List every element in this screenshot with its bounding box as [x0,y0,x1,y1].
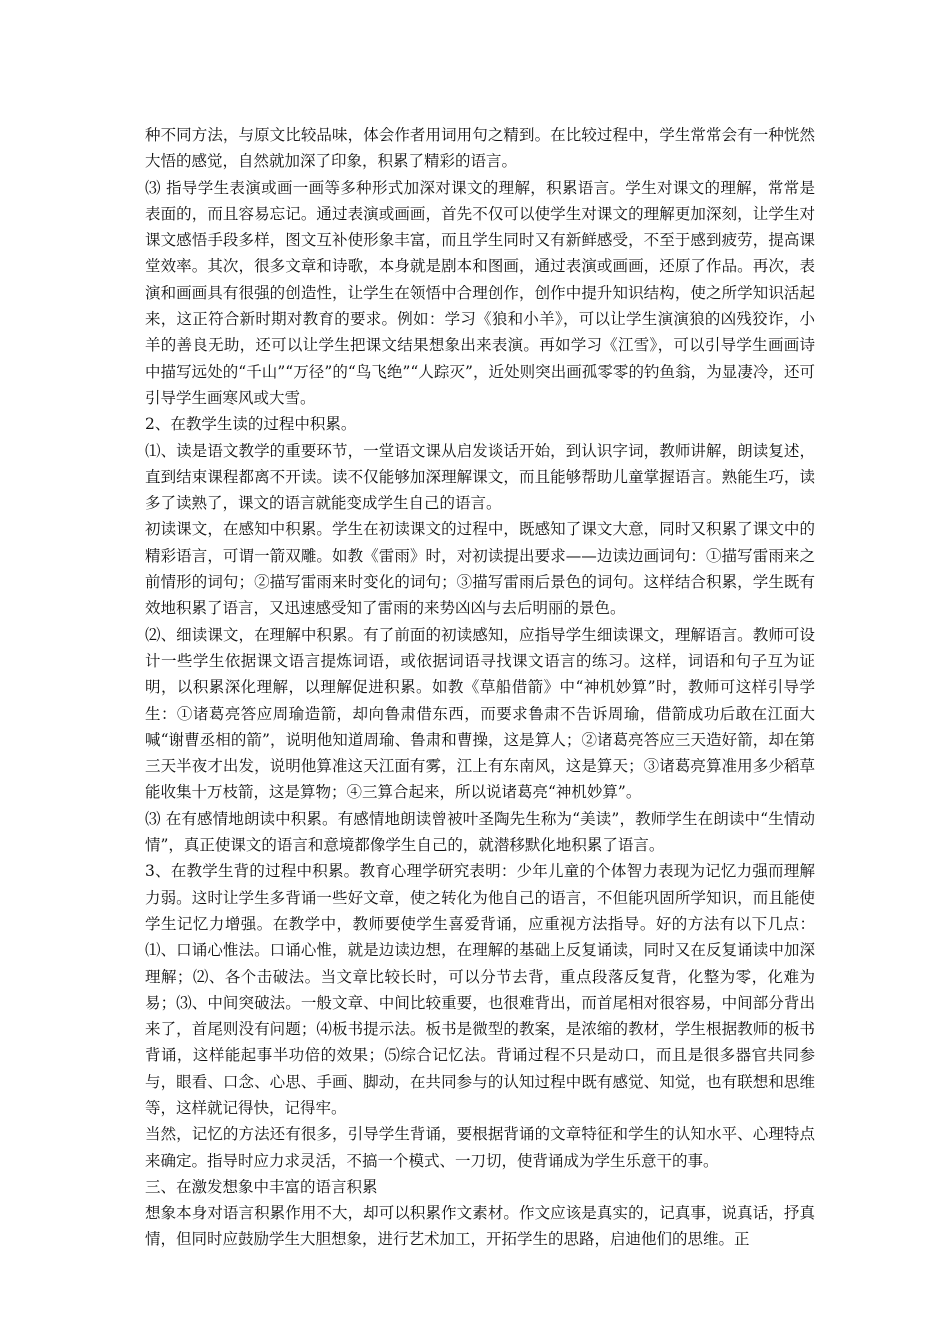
paragraph-first-reading: 初读课文，在感知中积累。学生在初读课文的过程中，既感知了课文大意，同时又积累了课文中的精彩语言，可谓一箭双雕。如教《雷雨》时，对初读提出要求——边读边画词句：①描写雷雨来之前情形的词句；②描写雷雨来时变化的词句；③描写雷雨后景色的词句。这样结合积累，学生既有效地积累了语言，又迅速感受知了雷雨的来势凶凶与去后明丽的景色。 [145,520,815,618]
paragraph-recitation: 3、在教学生背的过程中积累。教育心理学研究表明：少年儿童的个体智力表现为记忆力强而理解力弱。这时让学生多背诵一些好文章，使之转化为他自己的语言，不但能巩固所学知识，而且能使学生记忆力增强。在教学中，教师要使学生喜爱背诵，应重视方法指导。好的方法有以下几点：⑴、口诵心惟法。口诵心惟，就是边读边想，在理解的基础上反复诵读，同时又在反复诵读中加深理解；⑵、各个击破法。当文章比较长时，可以分节去背，重点段落反复背，化整为零，化难为易；⑶、中间突破法。一般文章、中间比较重要，也很难背出，而首尾相对很容易，中间部分背出来了，首尾则没有问题；⑷板书提示法。板书是微型的教案，是浓缩的教材，学生根据教师的板书背诵，这样能起事半功倍的效果；⑸综合记忆法。背诵过程不只是动口，而且是很多器官共同参与，眼看、口念、心思、手画、脚动，在共同参与的认知过程中既有感觉、知觉，也有联想和思维等，这样就记得快，记得牢。 [145,862,815,1117]
paragraph-continuation: 种不同方法，与原文比较品味，体会作者用词用句之精到。在比较过程中，学生常常会有一种恍然大悟的感觉，自然就加深了印象，积累了精彩的语言。 [145,126,815,171]
paragraph-close-reading: ⑵、细读课文，在理解中积累。有了前面的初读感知，应指导学生细读课文，理解语言。教师可设计一些学生依据课文语言提炼词语，或依据词语寻找课文语言的练习。这样，词语和句子互为证明，以积累深化理解，以理解促进积累。如教《草船借箭》中“神机妙算”时，教师可这样引导学生：①诸葛亮答应周瑜造箭，却向鲁肃借东西，而要求鲁肃不告诉周瑜，借箭成功后敢在江面大喊“谢曹丞相的箭”，说明他知道周瑜、鲁肃和曹操，这是算人；②诸葛亮答应三天造好箭，却在第三天半夜才出发，说明他算准这天江面有雾，江上有东南风，这是算天；③诸葛亮算准用多少稻草能收集十万枝箭，这是算物；④三算合起来，所以说诸葛亮“神机妙算”。 [145,625,815,802]
document-body [145,122,815,1253]
paragraph-perform-draw: ⑶ 指导学生表演或画一画等多种形式加深对课文的理解，积累语言。学生对课文的理解，常常是表面的，而且容易忘记。通过表演或画画，首先不仅可以使学生对课文的理解更加深刻，让学生对课文感悟手段多样，图文互补使形象丰富，而且学生同时又有新鲜感受，不至于感到疲劳，提高课堂效率。其次，很多文章和诗歌，本身就是剧本和图画，通过表演或画画，还原了作品。再次，表演和画画具有很强的创造性，让学生在领悟中合理创作，创作中提升知识结构，使之所学知识活起来，这正符合新时期对教育的要求。例如：学习《狼和小羊》，可以让学生演演狼的凶残狡诈，小羊的善良无助，还可以让学生把课文结果想象出来表演。再如学习《江雪》，可以引导学生画画诗中描写远处的“千山”“万径”的“鸟飞绝”“人踪灭”，近处则突出画孤零零的钓鱼翁，为显凄冷，还可引导学生画寒风或大雪。 [145,178,815,407]
paragraph-memory-methods: 当然，记忆的方法还有很多，引导学生背诵，要根据背诵的文章特征和学生的认知水平、心理特点来确定。指导时应力求灵活，不搞一个模式、一刀切，使背诵成为学生乐意干的事。 [145,1125,815,1170]
heading-imagination: 三、在激发想象中丰富的语言积累 [145,1177,378,1196]
paragraph-imagination: 想象本身对语言积累作用不大，却可以积累作文素材。作文应该是真实的，记真事，说真话，抒真情，但同时应鼓励学生大胆想象，进行艺术加工，开拓学生的思路，启迪他们的思维。正 [145,1204,815,1249]
heading-reading: 2、在教学生读的过程中积累。 [145,415,357,434]
paragraph-reading-importance: ⑴、读是语文教学的重要环节，一堂语文课从启发谈话开始，到认识字词，教师讲解，朗读复述，直到结束课程都离不开读。读不仅能够加深理解课文，而且能够帮助儿童掌握语言。熟能生巧，读多了读熟了，课文的语言就能变成学生自己的语言。 [145,441,815,513]
paragraph-emotional-reading: ⑶ 在有感情地朗读中积累。有感情地朗读曾被叶圣陶先生称为“美读”，教师学生在朗读中“生情动情”，真正使课文的语言和意境都像学生自己的，就潜移默化地积累了语言。 [145,809,815,855]
